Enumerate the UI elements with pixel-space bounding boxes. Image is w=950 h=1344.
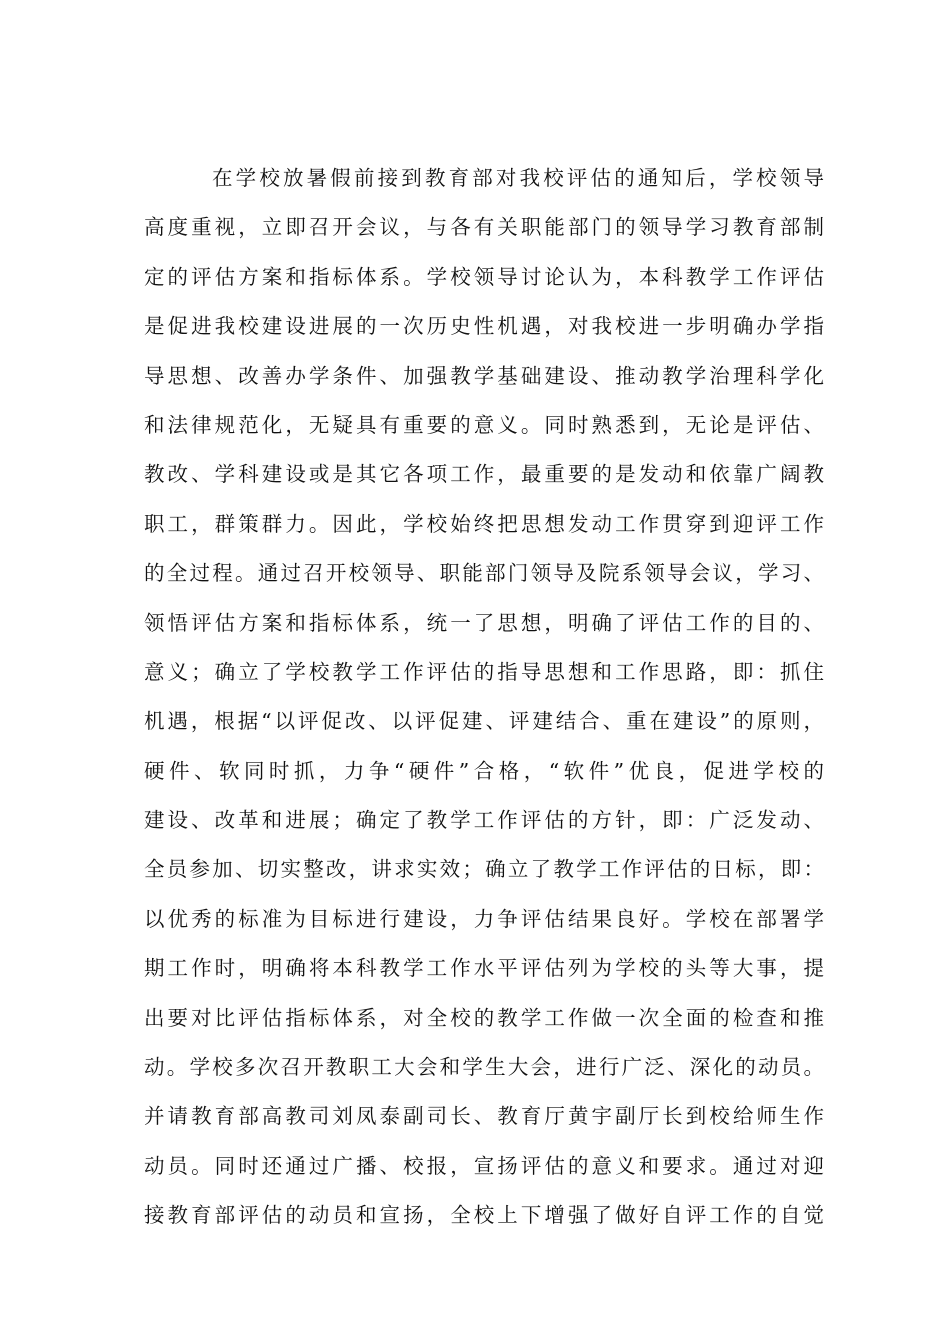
paragraph-line: 动员。同时还通过广播、校报，宣扬评估的意义和要求。通过对迎 (144, 1153, 824, 1178)
paragraph-line: 以优秀的标准为目标进行建设，力争评估结果良好。学校在部署学 (144, 906, 824, 931)
paragraph-line: 硬件、软同时抓，力争“硬件”合格，“软件”优良，促进学校的 (144, 758, 824, 783)
paragraph-line: 是促进我校建设进展的一次历史性机遇，对我校进一步明确办学指 (144, 314, 824, 339)
paragraph-line: 领悟评估方案和指标体系，统一了思想，明确了评估工作的目的、 (144, 610, 824, 635)
paragraph-line: 全员参加、切实整改，讲求实效；确立了教学工作评估的日标，即： (144, 857, 824, 882)
paragraph-line: 出要对比评估指标体系，对全校的教学工作做一次全面的检查和推 (144, 1005, 824, 1030)
paragraph-line: 并请教育部高教司刘凤泰副司长、教育厅黄宇副厅长到校给师生作 (144, 1104, 824, 1129)
paragraph-line: 接教育部评估的动员和宣扬，全校上下增强了做好自评工作的自觉 (144, 1203, 824, 1228)
paragraph-line: 意义；确立了学校教学工作评估的指导思想和工作思路，即：抓住 (144, 659, 824, 684)
paragraph-line: 教改、学科建设或是其它各项工作，最重要的是发动和依靠广阔教 (144, 462, 824, 487)
paragraph-line: 导思想、改善办学条件、加强教学基础建设、推动教学治理科学化 (144, 363, 824, 388)
paragraph-line: 期工作时，明确将本科教学工作水平评估列为学校的头等大事，提 (144, 956, 824, 981)
paragraph-line: 和法律规范化，无疑具有重要的意义。同时熟悉到，无论是评估、 (144, 412, 824, 437)
paragraph-line: 在学校放暑假前接到教育部对我校评估的通知后，学校领导 (212, 166, 824, 190)
paragraph-line: 建设、改革和进展；确定了教学工作评估的方针，即：广泛发动、 (144, 808, 824, 833)
paragraph-line: 的全过程。通过召开校领导、职能部门领导及院系领导会议，学习、 (144, 561, 824, 586)
paragraph-line: 高度重视，立即召开会议，与各有关职能部门的领导学习教育部制 (144, 215, 824, 240)
paragraph-line: 机遇，根据“以评促改、以评促建、评建结合、重在建设”的原则， (144, 709, 824, 734)
paragraph-line: 职工，群策群力。因此，学校始终把思想发动工作贯穿到迎评工作 (144, 511, 824, 536)
body-paragraph (144, 154, 824, 1241)
paragraph-line: 动。学校多次召开教职工大会和学生大会，进行广泛、深化的动员。 (144, 1055, 824, 1080)
paragraph-line: 定的评估方案和指标体系。学校领导讨论认为，本科教学工作评估 (144, 264, 824, 289)
